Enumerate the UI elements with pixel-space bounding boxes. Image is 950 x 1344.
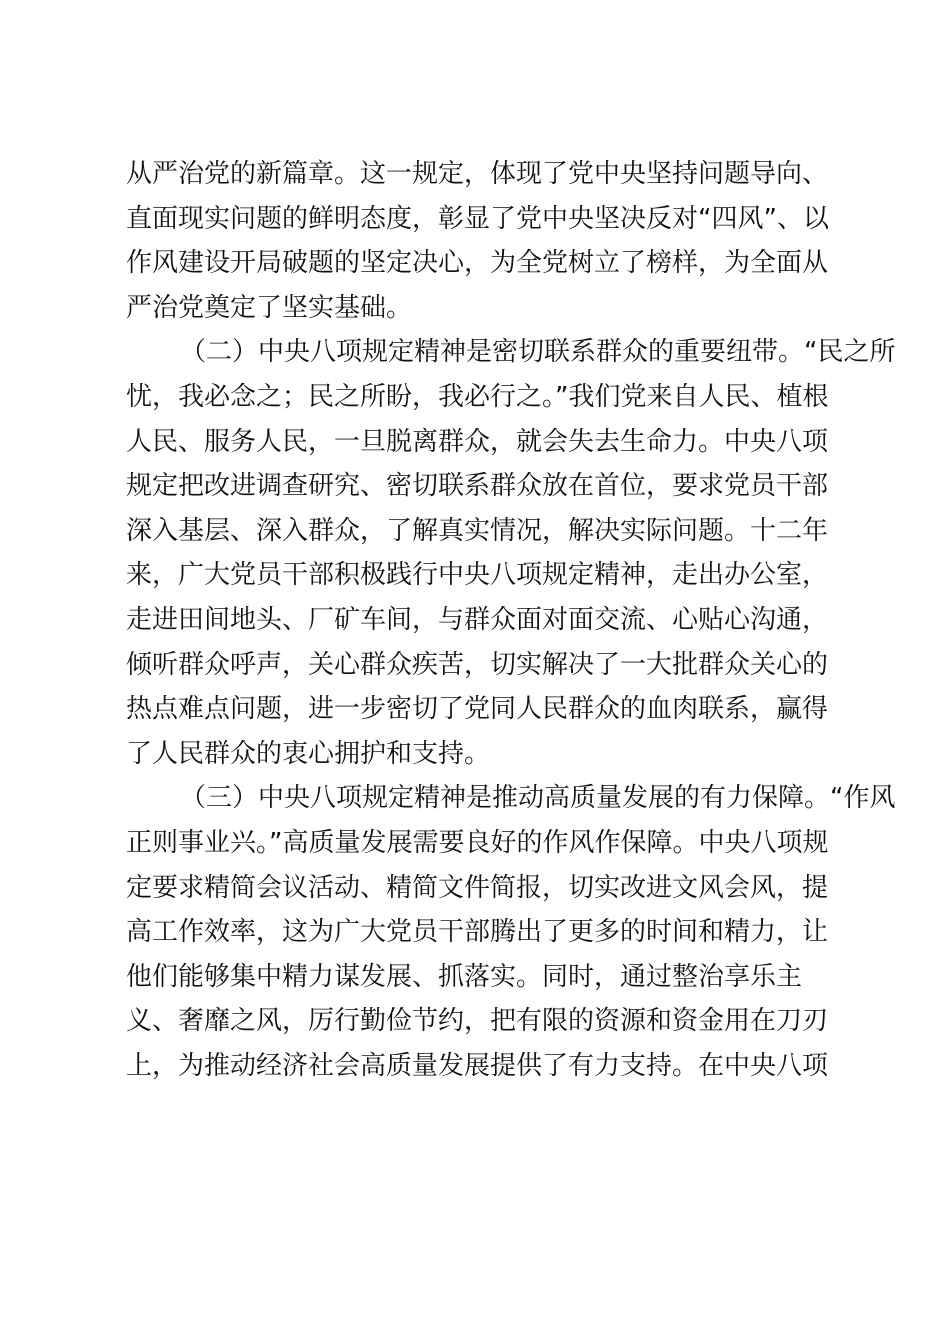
text-line: 倾听群众呼声，关心群众疾苦，切实解决了一大批群众关心的 [126, 649, 829, 680]
text-line: 忧，我必念之；民之所盼，我必行之。”我们党来自人民、植根 [126, 381, 829, 412]
section-2-heading-line: （二）中央八项规定精神是密切联系群众的重要纽带。“民之所 [180, 337, 896, 368]
text-line: 定要求精简会议活动、精简文件简报，切实改进文风会风，提 [126, 872, 829, 903]
text-line: 义、奢靡之风，厉行勤俭节约，把有限的资源和资金用在刀刃 [126, 1006, 829, 1037]
text-line: 他们能够集中精力谋发展、抓落实。同时，通过整治享乐主 [126, 961, 803, 992]
text-line: 走进田间地头、厂矿车间，与群众面对面交流、心贴心沟通， [126, 604, 829, 635]
section-3-heading-line: （三）中央八项规定精神是推动高质量发展的有力保障。“作风 [180, 783, 896, 814]
body-text [126, 152, 896, 1088]
text-line: 从严治党的新篇章。这一规定，体现了党中央坚持问题导向、 [126, 159, 829, 189]
text-line: 作风建设开局破题的坚定决心，为全党树立了榜样，为全面从 [126, 248, 829, 279]
text-line: 规定把改进调查研究、密切联系群众放在首位，要求党员干部 [126, 471, 829, 502]
text-line: 来，广大党员干部积极践行中央八项规定精神，走出办公室， [126, 560, 829, 591]
text-line: 严治党奠定了坚实基础。 [126, 292, 413, 323]
text-line: 热点难点问题，进一步密切了党同人民群众的血肉联系，赢得 [126, 694, 829, 725]
text-line: 上，为推动经济社会高质量发展提供了有力支持。在中央八项 [126, 1050, 829, 1081]
text-line: 了人民群众的衷心拥护和支持。 [126, 738, 491, 769]
text-line: 高工作效率，这为广大党员干部腾出了更多的时间和精力，让 [126, 917, 829, 948]
text-line: 深入基层、深入群众，了解真实情况，解决实际问题。十二年 [126, 515, 829, 546]
text-line: 直面现实问题的鲜明态度，彰显了党中央坚决反对“四风”、以 [126, 203, 829, 234]
text-line: 正则事业兴。”高质量发展需要良好的作风作保障。中央八项规 [126, 827, 829, 858]
text-line: 人民、服务人民，一旦脱离群众，就会失去生命力。中央八项 [126, 426, 829, 457]
